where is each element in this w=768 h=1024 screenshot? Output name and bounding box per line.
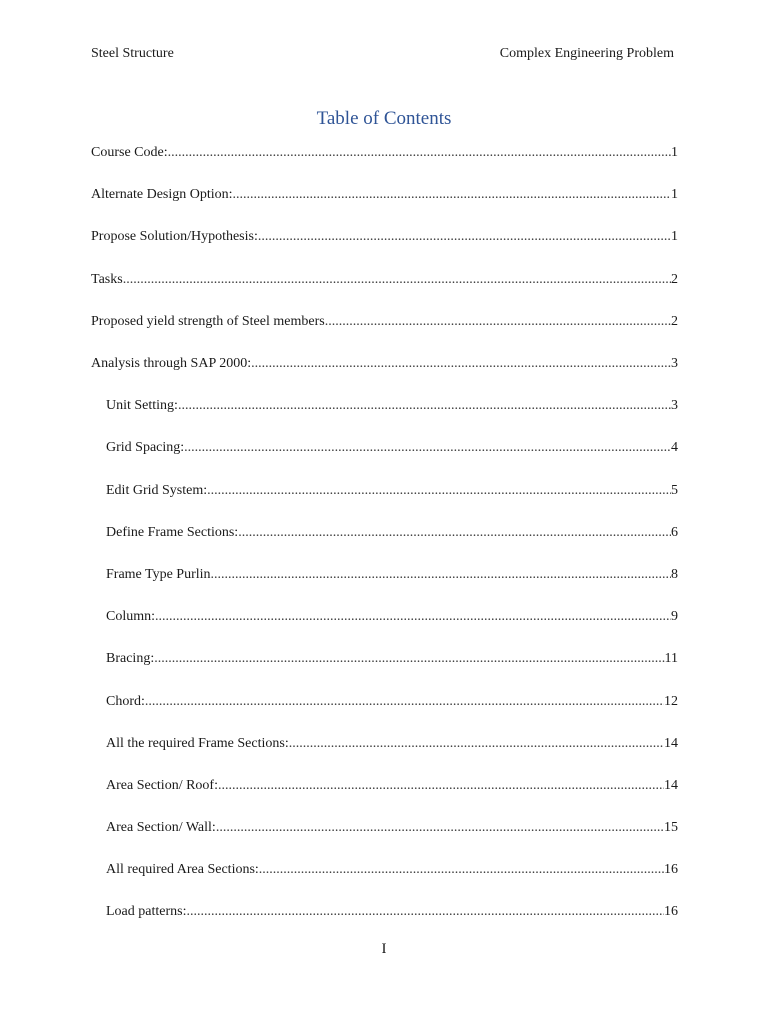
dot-leader <box>238 525 671 541</box>
toc-subentry[interactable] <box>91 427 678 469</box>
toc-entry[interactable] <box>91 132 678 174</box>
dot-leader <box>186 904 664 920</box>
toc-entry-page: 12 <box>664 693 678 709</box>
dot-leader <box>289 736 664 752</box>
toc-entry-label: Alternate Design Option: <box>91 187 233 203</box>
dot-leader <box>251 356 671 372</box>
toc-subentry[interactable] <box>91 680 678 722</box>
toc-entry-label: Grid Spacing: <box>106 440 185 456</box>
toc-entry-page: 4 <box>671 440 678 456</box>
toc-subentry[interactable] <box>91 470 678 512</box>
toc-entry-label: Chord: <box>106 693 145 709</box>
toc-subentry[interactable] <box>91 385 678 427</box>
dot-leader <box>233 187 671 203</box>
toc-entry-page: 6 <box>671 524 678 540</box>
dot-leader <box>184 440 671 456</box>
toc-entry-label: Area Section/ Wall: <box>106 820 216 836</box>
toc-entry[interactable] <box>91 259 678 301</box>
toc-entry-label: Load patterns: <box>106 904 187 920</box>
toc-entry-label: Define Frame Sections: <box>106 524 239 540</box>
dot-leader <box>258 229 671 245</box>
toc-entry[interactable] <box>91 301 678 343</box>
toc-entry-label: Tasks <box>91 271 123 287</box>
toc-subentry[interactable] <box>91 723 678 765</box>
toc-entry-page: 16 <box>664 904 678 920</box>
toc-entry-label: Propose Solution/Hypothesis: <box>91 229 258 245</box>
toc-entry-page: 16 <box>664 862 678 878</box>
toc-entry-page: 9 <box>671 609 678 625</box>
toc-entry-page: 11 <box>664 651 678 667</box>
toc-entry-label: Course Code: <box>91 145 168 161</box>
toc-entry-label: Area Section/ Roof: <box>106 777 218 793</box>
toc-subentry[interactable] <box>91 596 678 638</box>
toc-entry-label: Unit Setting: <box>106 398 178 414</box>
toc-subentry[interactable] <box>91 554 678 596</box>
toc-entry-page: 2 <box>671 271 678 287</box>
dot-leader <box>216 820 664 836</box>
toc-entry[interactable] <box>91 174 678 216</box>
toc-subentry[interactable] <box>91 891 678 933</box>
toc-entry-page: 1 <box>671 229 678 245</box>
toc-subentry[interactable] <box>91 638 678 680</box>
toc-subentry[interactable] <box>91 512 678 554</box>
dot-leader <box>168 145 671 161</box>
page-number: I <box>381 941 387 957</box>
toc-entry-page: 3 <box>671 398 678 414</box>
header-left-text: Steel Structure <box>91 46 174 61</box>
toc-entry[interactable] <box>91 343 678 385</box>
toc-entry-page: 14 <box>664 777 678 793</box>
toc-entry-page: 2 <box>671 313 678 329</box>
page-header <box>91 46 674 66</box>
header-right-text: Complex Engineering Problem <box>499 46 674 61</box>
toc-entry-label: All required Area Sections: <box>106 862 259 878</box>
toc-subentry[interactable] <box>91 765 678 807</box>
toc-entry-page: 8 <box>671 566 678 582</box>
toc-entry-page: 5 <box>671 482 678 498</box>
toc-entry-label: Edit Grid System: <box>106 482 208 498</box>
dot-leader <box>207 483 671 499</box>
toc-title: Table of Contents <box>316 108 452 129</box>
toc-entry-page: 1 <box>671 187 678 203</box>
dot-leader <box>154 651 664 667</box>
toc-entry-page: 14 <box>664 735 678 751</box>
toc-subentry[interactable] <box>91 807 678 849</box>
toc-entry-label: Column: <box>106 609 156 625</box>
dot-leader <box>123 272 671 288</box>
toc-entry-label: Analysis through SAP 2000: <box>91 356 252 372</box>
table-of-contents <box>91 132 678 934</box>
toc-entry-page: 3 <box>671 356 678 372</box>
toc-entry-page: 15 <box>664 820 678 836</box>
dot-leader <box>218 778 664 794</box>
dot-leader <box>211 567 671 583</box>
toc-entry-label: All the required Frame Sections: <box>106 735 289 751</box>
toc-entry-label: Bracing: <box>106 651 155 667</box>
toc-entry-label: Frame Type Purlin <box>106 566 211 582</box>
dot-leader <box>325 314 671 330</box>
toc-entry-label: Proposed yield strength of Steel members <box>91 313 325 329</box>
dot-leader <box>155 609 671 625</box>
dot-leader <box>178 398 671 414</box>
toc-entry[interactable] <box>91 216 678 258</box>
toc-entry-page: 1 <box>671 145 678 161</box>
dot-leader <box>259 862 664 878</box>
dot-leader <box>145 694 664 710</box>
toc-subentry[interactable] <box>91 849 678 891</box>
